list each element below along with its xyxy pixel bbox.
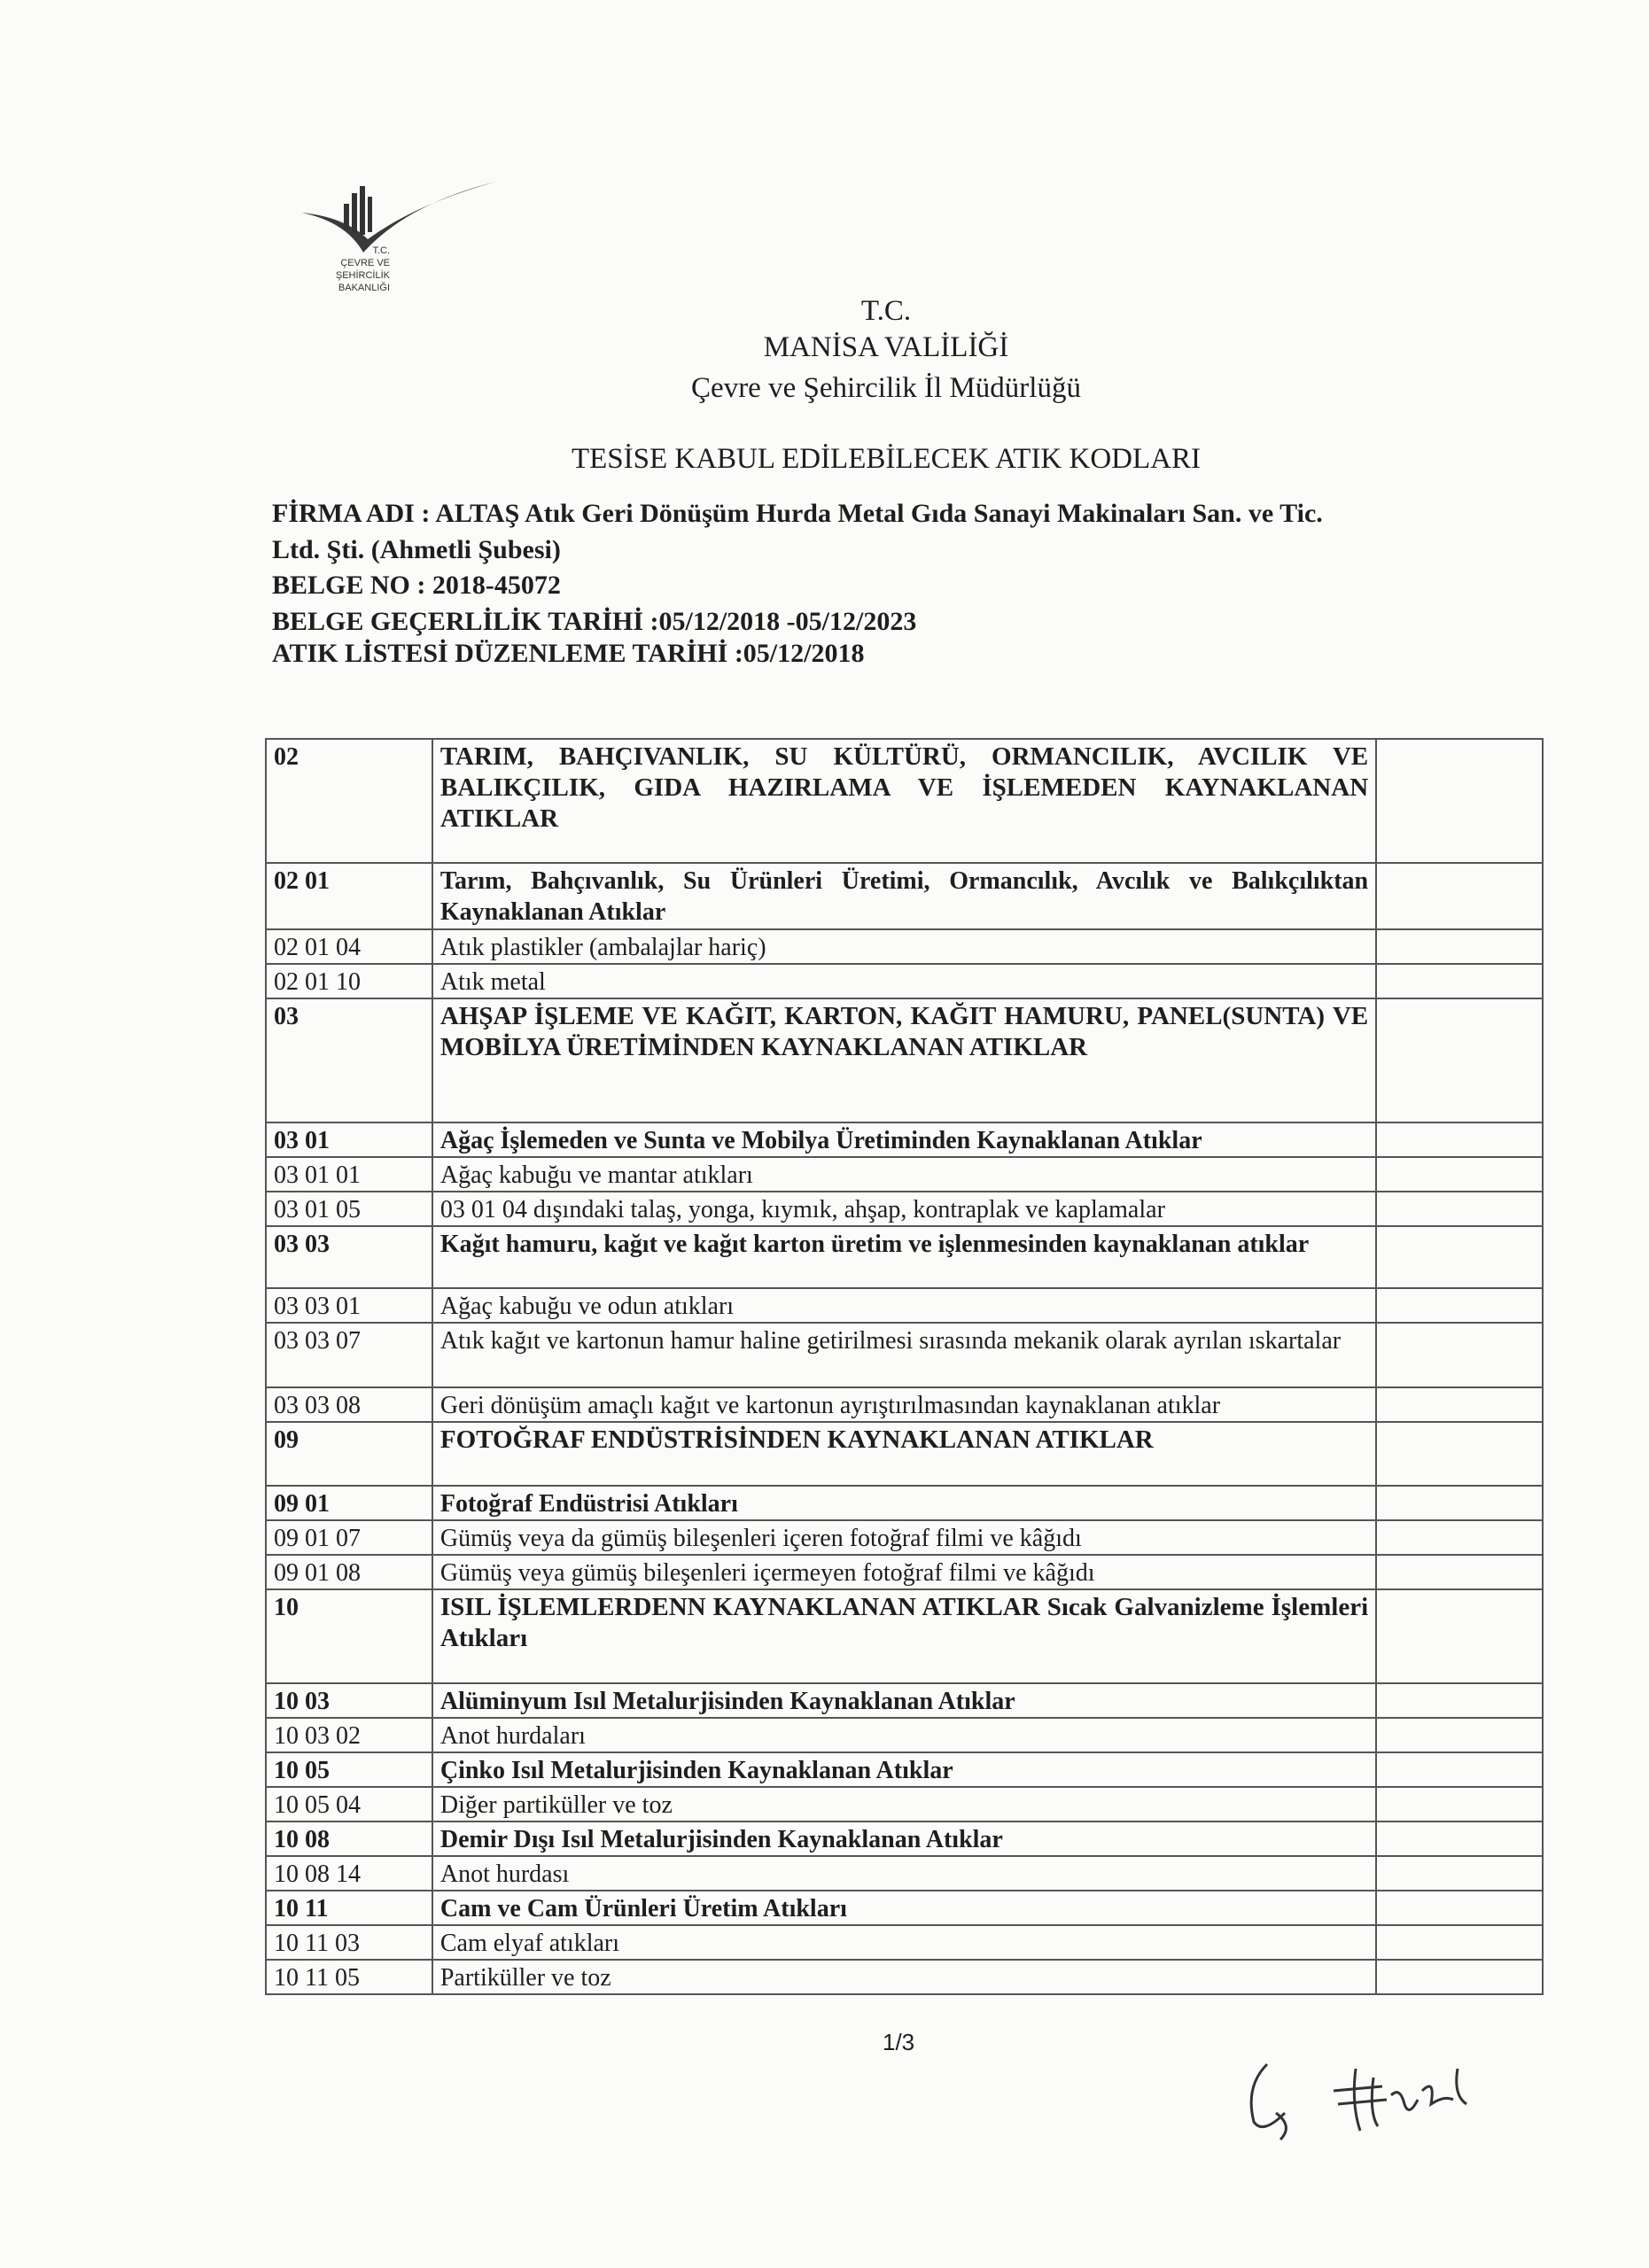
empty-cell: [1376, 1555, 1543, 1589]
waste-code: 03: [266, 998, 432, 1122]
table-row: [266, 1520, 1543, 1555]
waste-code: 03 01: [266, 1122, 432, 1157]
logo-ministry-1: ÇEVRE VE ŞEHİRCİLİK: [335, 258, 390, 281]
waste-code: 10 05 04: [266, 1787, 432, 1821]
table-row: [266, 1752, 1543, 1787]
empty-cell: [1376, 1925, 1543, 1960]
waste-description: ISIL İŞLEMLERDENN KAYNAKLANAN ATIKLAR Sıcak Galvanizleme İşlemleri Atıkları: [432, 1589, 1376, 1683]
list-issue-date: ATIK LİSTESİ DÜZENLEME TARİHİ :05/12/2018: [272, 639, 865, 668]
empty-cell: [1376, 1122, 1543, 1157]
waste-code: 10 11 05: [266, 1960, 432, 1994]
waste-description: 03 01 04 dışındaki talaş, yonga, kıymık, ahşap, kontraplak ve kaplamalar: [432, 1192, 1376, 1226]
waste-description: Geri dönüşüm amaçlı kağıt ve kartonun ayrıştırılmasından kaynaklanan atıklar: [432, 1387, 1376, 1422]
waste-description: Çinko Isıl Metalurjisinden Kaynaklanan Atıklar: [432, 1752, 1376, 1787]
empty-cell: [1376, 863, 1543, 929]
waste-description: Atık metal: [432, 964, 1376, 998]
waste-description: Cam elyaf atıkları: [432, 1925, 1376, 1960]
waste-code: 03 03: [266, 1226, 432, 1288]
table-row: [266, 1192, 1543, 1226]
waste-description: Fotoğraf Endüstrisi Atıkları: [432, 1486, 1376, 1520]
table-row: [266, 1589, 1543, 1683]
table-row: [266, 1960, 1543, 1994]
waste-description: Alüminyum Isıl Metalurjisinden Kaynaklanan Atıklar: [432, 1683, 1376, 1718]
waste-code: 09 01 07: [266, 1520, 432, 1555]
header-tc: T.C.: [860, 295, 912, 327]
table-row: [266, 739, 1543, 863]
table-row: [266, 1925, 1543, 1960]
document-title: TESİSE KABUL EDİLEBİLECEK ATIK KODLARI: [571, 443, 1202, 475]
table-row: [266, 1683, 1543, 1718]
table-row: [266, 1122, 1543, 1157]
waste-code: 03 01 05: [266, 1192, 432, 1226]
empty-cell: [1376, 1683, 1543, 1718]
signature: [1241, 2051, 1497, 2148]
waste-description: Anot hurdaları: [432, 1718, 1376, 1752]
waste-code: 09 01: [266, 1486, 432, 1520]
empty-cell: [1376, 1589, 1543, 1683]
waste-code: 03 01 01: [266, 1157, 432, 1192]
logo-tc: T.C.: [372, 245, 390, 256]
table-row: [266, 1486, 1543, 1520]
table-row: [266, 998, 1543, 1122]
waste-code: 03 03 07: [266, 1323, 432, 1387]
company-name-line-1: FİRMA ADI : ALTAŞ Atık Geri Dönüşüm Hurda Metal Gıda Sanayi Makinaları San. ve Tic.: [272, 499, 1323, 528]
waste-description: Partiküller ve toz: [432, 1960, 1376, 1994]
company-name-line-2: Ltd. Şti. (Ahmetli Şubesi): [272, 535, 561, 564]
empty-cell: [1376, 1226, 1543, 1288]
waste-code: 10 03 02: [266, 1718, 432, 1752]
waste-description: Atık plastikler (ambalajlar hariç): [432, 929, 1376, 964]
empty-cell: [1376, 1891, 1543, 1925]
waste-description: Atık kağıt ve kartonun hamur haline getirilmesi sırasında mekanik olarak ayrılan ıskartalar: [432, 1323, 1376, 1387]
empty-cell: [1376, 1856, 1543, 1891]
table-row: [266, 964, 1543, 998]
waste-code: 03 03 08: [266, 1387, 432, 1422]
waste-description: Cam ve Cam Ürünleri Üretim Atıkları: [432, 1891, 1376, 1925]
waste-description: Ağaç kabuğu ve odun atıkları: [432, 1288, 1376, 1323]
waste-code: 10 05: [266, 1752, 432, 1787]
empty-cell: [1376, 1323, 1543, 1387]
empty-cell: [1376, 1718, 1543, 1752]
empty-cell: [1376, 1787, 1543, 1821]
table-row: [266, 1891, 1543, 1925]
waste-description: Diğer partiküller ve toz: [432, 1787, 1376, 1821]
table-row: [266, 1323, 1543, 1387]
empty-cell: [1376, 1157, 1543, 1192]
waste-code: 09 01 08: [266, 1555, 432, 1589]
table-row: [266, 1787, 1543, 1821]
waste-description: Ağaç İşlemeden ve Sunta ve Mobilya Üretiminden Kaynaklanan Atıklar: [432, 1122, 1376, 1157]
table-row: [266, 1288, 1543, 1323]
waste-description: Demir Dışı Isıl Metalurjisinden Kaynaklanan Atıklar: [432, 1821, 1376, 1856]
waste-description: Anot hurdası: [432, 1856, 1376, 1891]
table-row: [266, 1718, 1543, 1752]
waste-code: 10: [266, 1589, 432, 1683]
table-row: [266, 863, 1543, 929]
empty-cell: [1376, 964, 1543, 998]
table-row: [266, 1821, 1543, 1856]
waste-description: FOTOĞRAF ENDÜSTRİSİNDEN KAYNAKLANAN ATIKLAR: [432, 1422, 1376, 1486]
table-row: [266, 1555, 1543, 1589]
page-number: 1/3: [883, 2029, 915, 2055]
empty-cell: [1376, 1960, 1543, 1994]
waste-description: Kağıt hamuru, kağıt ve kağıt karton üretim ve işlenmesinden kaynaklanan atıklar: [432, 1226, 1376, 1288]
waste-description: AHŞAP İŞLEME VE KAĞIT, KARTON, KAĞIT HAMURU, PANEL(SUNTA) VE MOBİLYA ÜRETİMİNDEN KAYNAKLANAN ATIKLAR: [432, 998, 1376, 1122]
header-directorate: Çevre ve Şehircilik İl Müdürlüğü: [691, 372, 1081, 404]
waste-code: 02 01 04: [266, 929, 432, 964]
waste-code: 02: [266, 739, 432, 863]
waste-code: 09: [266, 1422, 432, 1486]
empty-cell: [1376, 1486, 1543, 1520]
empty-cell: [1376, 1422, 1543, 1486]
table-row: [266, 1387, 1543, 1422]
waste-description: TARIM, BAHÇIVANLIK, SU KÜLTÜRÜ, ORMANCILIK, AVCILIK VE BALIKÇILIK, GIDA HAZIRLAMA VE İŞLEMEDEN KAYNAKLANAN ATIKLAR: [432, 739, 1376, 863]
waste-description: Gümüş veya gümüş bileşenleri içermeyen fotoğraf filmi ve kâğıdı: [432, 1555, 1376, 1589]
empty-cell: [1376, 929, 1543, 964]
table-row: [266, 1226, 1543, 1288]
empty-cell: [1376, 1288, 1543, 1323]
header-governorship: MANİSA VALİLİĞİ: [763, 331, 1009, 363]
waste-codes-table: [265, 738, 1544, 1995]
validity-dates: BELGE GEÇERLİLİK TARİHİ :05/12/2018 -05/12/2023: [272, 607, 917, 636]
waste-description: Gümüş veya da gümüş bileşenleri içeren fotoğraf filmi ve kâğıdı: [432, 1520, 1376, 1555]
waste-code: 10 08: [266, 1821, 432, 1856]
waste-code: 10 08 14: [266, 1856, 432, 1891]
waste-code: 02 01: [266, 863, 432, 929]
empty-cell: [1376, 1752, 1543, 1787]
table-row: [266, 1856, 1543, 1891]
table-row: [266, 929, 1543, 964]
empty-cell: [1376, 1520, 1543, 1555]
waste-code: 10 11 03: [266, 1925, 432, 1960]
empty-cell: [1376, 1387, 1543, 1422]
certificate-number: BELGE NO : 2018-45072: [272, 571, 561, 600]
waste-code: 10 03: [266, 1683, 432, 1718]
empty-cell: [1376, 1192, 1543, 1226]
waste-description: Tarım, Bahçıvanlık, Su Ürünleri Üretimi, Ormancılık, Avcılık ve Balıkçılıktan Kaynaklanan Atıklar: [432, 863, 1376, 929]
waste-code: 02 01 10: [266, 964, 432, 998]
logo-ministry-2: BAKANLIĞI: [338, 283, 390, 293]
waste-code: 03 03 01: [266, 1288, 432, 1323]
waste-description: Ağaç kabuğu ve mantar atıkları: [432, 1157, 1376, 1192]
waste-code: 10 11: [266, 1891, 432, 1925]
ministry-logo: [292, 177, 505, 301]
empty-cell: [1376, 998, 1543, 1122]
empty-cell: [1376, 1821, 1543, 1856]
table-row: [266, 1422, 1543, 1486]
empty-cell: [1376, 739, 1543, 863]
table-row: [266, 1157, 1543, 1192]
